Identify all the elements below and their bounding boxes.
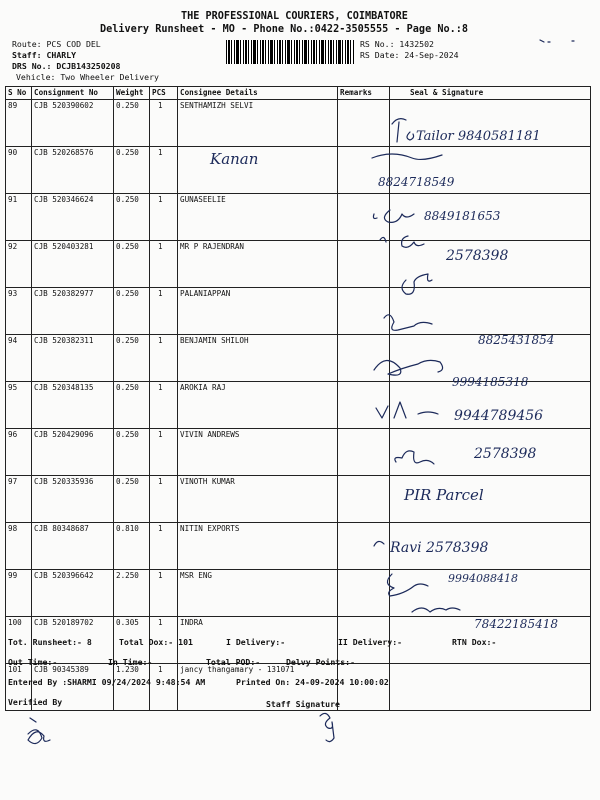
svg-text:8849181653: 8849181653 — [424, 209, 501, 223]
verified-signature — [28, 718, 50, 744]
delvy-points: Delvy Points:- — [286, 657, 356, 667]
route-label: Route: PCS COD DEL — [12, 39, 101, 49]
cell-pcs: 1 — [150, 476, 178, 523]
cell-consignment: CJB 520382977 — [32, 288, 114, 335]
cell-consignment: CJB 520348135 — [32, 382, 114, 429]
svg-text:8824718549: 8824718549 — [378, 175, 455, 189]
cell-weight: 0.250 — [114, 382, 150, 429]
cell-sno: 97 — [6, 476, 32, 523]
tot-runsheet: Tot. Runsheet:- 8 — [8, 637, 92, 647]
cell-weight: 2.250 — [114, 570, 150, 617]
table-row — [6, 523, 591, 570]
in-time: In Time:- — [108, 657, 153, 667]
company-name: THE PROFESSIONAL COURIERS, COIMBATORE — [181, 11, 408, 22]
cell-pcs: 1 — [150, 100, 178, 147]
staff-signature-mark — [320, 713, 334, 741]
total-pod: Total POD:- — [206, 657, 261, 667]
cell-sno: 98 — [6, 523, 32, 570]
col-consignment: Consignment No — [32, 87, 114, 100]
cell-consignee: jancy thangamary - 131071 — [178, 664, 338, 711]
cell-signature — [390, 664, 591, 711]
cell-pcs: 1 — [150, 241, 178, 288]
svg-text:Ravi 2578398: Ravi 2578398 — [390, 540, 489, 556]
cell-weight: 0.250 — [114, 476, 150, 523]
cell-signature — [390, 100, 591, 147]
cell-signature — [390, 241, 591, 288]
vehicle-label: Vehicle: Two Wheeler Delivery — [16, 72, 159, 82]
svg-text:9944789456: 9944789456 — [454, 408, 544, 424]
cell-sno: 100 — [6, 617, 32, 664]
cell-consignee: GUNASEELIE — [178, 194, 338, 241]
cell-consignee: BENJAMIN SHILOH — [178, 335, 338, 382]
svg-text:9994185318: 9994185318 — [452, 375, 529, 389]
svg-text:78422185418: 78422185418 — [474, 617, 558, 631]
cell-remarks — [338, 382, 390, 429]
cell-remarks — [338, 476, 390, 523]
cell-remarks — [338, 147, 390, 194]
cell-consignee: MR P RAJENDRAN — [178, 241, 338, 288]
cell-signature — [390, 147, 591, 194]
table-row — [6, 335, 591, 382]
staff-signature: Staff Signature — [266, 699, 340, 709]
cell-sno: 101 — [6, 664, 32, 711]
cell-signature — [390, 382, 591, 429]
out-time: Out Time:- — [8, 657, 58, 667]
cell-pcs: 1 — [150, 429, 178, 476]
verified-by: Verified By — [8, 697, 63, 707]
cell-remarks — [338, 100, 390, 147]
table-row — [6, 429, 591, 476]
table-row — [6, 288, 591, 335]
cell-remarks — [338, 241, 390, 288]
cell-weight: 0.250 — [114, 288, 150, 335]
rs-date: RS Date: 24-Sep-2024 — [360, 50, 459, 60]
cell-pcs: 1 — [150, 194, 178, 241]
cell-remarks — [338, 664, 390, 711]
cell-weight: 0.305 — [114, 617, 150, 664]
cell-weight: 0.250 — [114, 147, 150, 194]
ii-delivery: II Delivery:- — [338, 637, 403, 647]
cell-sno: 92 — [6, 241, 32, 288]
svg-text:9994088418: 9994088418 — [448, 572, 518, 585]
table-row — [6, 382, 591, 429]
col-seal-signature: Seal & Signature — [390, 87, 591, 100]
cell-signature — [390, 523, 591, 570]
cell-consignment: CJB 520346624 — [32, 194, 114, 241]
rs-no: RS No.: 1432502 — [360, 39, 434, 49]
svg-text:8825431854: 8825431854 — [478, 333, 555, 347]
cell-remarks — [338, 523, 390, 570]
cell-sno: 94 — [6, 335, 32, 382]
printed-on: Printed On: 24-09-2024 10:00:02 — [236, 677, 389, 687]
cell-signature — [390, 429, 591, 476]
cell-remarks — [338, 288, 390, 335]
cell-consignee: AROKIA RAJ — [178, 382, 338, 429]
col-pcs: PCS — [150, 87, 178, 100]
svg-text:Kanan: Kanan — [210, 150, 259, 168]
svg-text:PIR Parcel: PIR Parcel — [404, 486, 484, 504]
table-row — [6, 100, 591, 147]
svg-text:Tailor 9840581181: Tailor 9840581181 — [416, 129, 541, 144]
cell-pcs: 1 — [150, 617, 178, 664]
total-dox: Total Dox:- 101 — [119, 637, 193, 647]
col-remarks: Remarks — [338, 87, 390, 100]
runsheet-subtitle: Delivery Runsheet - MO - Phone No.:0422-3505555 - Page No.:8 — [100, 24, 469, 35]
drs-label: DRS No.: DCJB143250208 — [12, 61, 121, 71]
col-weight: Weight — [114, 87, 150, 100]
table-row — [6, 241, 591, 288]
corner-marks — [540, 40, 574, 42]
cell-pcs: 1 — [150, 335, 178, 382]
cell-consignee: VIVIN ANDREWS — [178, 429, 338, 476]
cell-weight: 0.250 — [114, 100, 150, 147]
staff-label: Staff: CHARLY — [12, 50, 77, 60]
cell-signature — [390, 570, 591, 617]
table-row — [6, 147, 591, 194]
cell-consignment: CJB 520382311 — [32, 335, 114, 382]
cell-weight: 0.810 — [114, 523, 150, 570]
cell-consignment: CJB 520268576 — [32, 147, 114, 194]
cell-consignee: SENTHAMIZH SELVI — [178, 100, 338, 147]
cell-consignment: CJB 520390602 — [32, 100, 114, 147]
cell-remarks — [338, 335, 390, 382]
cell-consignee: MSR ENG — [178, 570, 338, 617]
cell-consignee: NITIN EXPORTS — [178, 523, 338, 570]
cell-weight: 0.250 — [114, 429, 150, 476]
cell-weight: 0.250 — [114, 335, 150, 382]
cell-signature — [390, 288, 591, 335]
cell-pcs: 1 — [150, 382, 178, 429]
cell-pcs: 1 — [150, 664, 178, 711]
svg-text:2578398: 2578398 — [446, 248, 509, 264]
cell-consignee — [178, 147, 338, 194]
barcode — [226, 40, 354, 64]
cell-sno: 90 — [6, 147, 32, 194]
cell-consignment: CJB 90345389 — [32, 664, 114, 711]
cell-weight: 1.230 — [114, 664, 150, 711]
i-delivery: I Delivery:- — [226, 637, 286, 647]
cell-remarks — [338, 570, 390, 617]
cell-consignee: VINOTH KUMAR — [178, 476, 338, 523]
cell-sno: 89 — [6, 100, 32, 147]
cell-consignment: CJB 520403281 — [32, 241, 114, 288]
cell-sno: 96 — [6, 429, 32, 476]
cell-weight: 0.250 — [114, 194, 150, 241]
cell-pcs: 1 — [150, 147, 178, 194]
table-row — [6, 476, 591, 523]
cell-consignment: CJB 520189702 — [32, 617, 114, 664]
cell-consignment: CJB 520335936 — [32, 476, 114, 523]
cell-pcs: 1 — [150, 523, 178, 570]
col-consignee: Consignee Details — [178, 87, 338, 100]
cell-signature — [390, 476, 591, 523]
col-sno: S No — [6, 87, 32, 100]
cell-weight: 0.250 — [114, 241, 150, 288]
cell-remarks — [338, 194, 390, 241]
cell-consignment: CJB 80348687 — [32, 523, 114, 570]
cell-sno: 93 — [6, 288, 32, 335]
cell-sno: 99 — [6, 570, 32, 617]
runsheet-table — [5, 86, 591, 711]
table-header-row — [6, 87, 591, 100]
rtn-dox: RTN Dox:- — [452, 637, 497, 647]
cell-pcs: 1 — [150, 288, 178, 335]
cell-sno: 91 — [6, 194, 32, 241]
cell-pcs: 1 — [150, 570, 178, 617]
cell-remarks — [338, 429, 390, 476]
cell-signature — [390, 335, 591, 382]
cell-sno: 95 — [6, 382, 32, 429]
cell-consignment: CJB 520429096 — [32, 429, 114, 476]
cell-signature — [390, 194, 591, 241]
svg-text:2578398: 2578398 — [474, 446, 537, 462]
table-row — [6, 570, 591, 617]
cell-consignee: PALANIAPPAN — [178, 288, 338, 335]
entered-by: Entered By :SHARMI 09/24/2024 9:48:54 AM — [8, 677, 206, 687]
cell-consignment: CJB 520396642 — [32, 570, 114, 617]
table-row — [6, 194, 591, 241]
cell-consignee: INDRA — [178, 617, 338, 664]
